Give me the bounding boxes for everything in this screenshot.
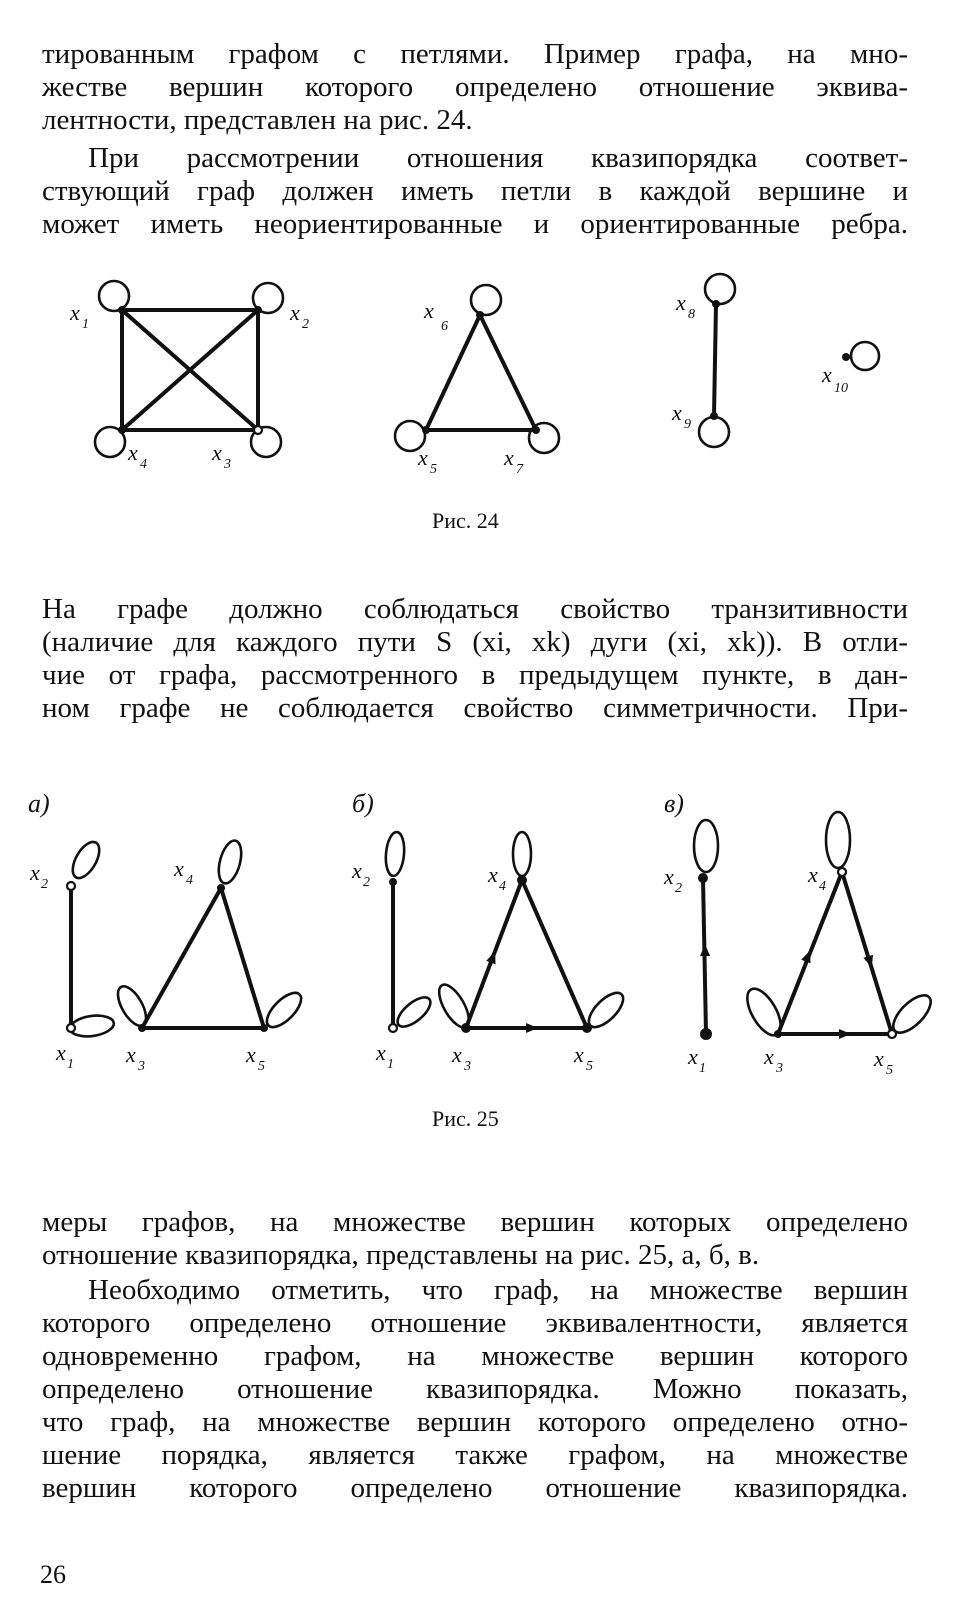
label-c-x3: x [764,1044,774,1069]
label-c-x4: x [808,862,818,887]
panel-label-c: в) [664,789,684,818]
graph-triangle [395,285,559,453]
figure-24 [0,270,959,530]
text-line: шение порядка, является также графом, на множестве [42,1439,908,1471]
label-a-x2-sub: 2 [41,877,48,892]
label-b-x5: x [574,1042,584,1067]
text-line: отношение квазипорядка, представлены на рис. 25, а, б, в. [42,1239,760,1271]
label-a-x3-sub: 3 [138,1059,145,1074]
label-x6: x [424,298,434,323]
text-line: лентности, представлен на рис. 24. [42,104,473,136]
label-x5: x [418,445,428,470]
panel-label-a: а) [28,789,50,818]
label-a-x1: x [56,1040,66,1065]
label-c-x2-sub: 2 [675,881,682,896]
label-x2-sub: 2 [302,317,309,332]
text-line: (наличие для каждого пути S (xi, xk) дуги (xi, xk)). В отли- [42,626,908,658]
label-b-x5-sub: 5 [586,1059,593,1074]
label-c-x1: x [688,1044,698,1069]
text-line: меры графов, на множестве вершин которых определено [42,1206,908,1238]
label-x4: x [128,440,138,465]
label-c-x3-sub: 3 [776,1061,783,1076]
graph-c [694,812,937,1041]
figure-24-caption: Рис. 24 [432,508,499,533]
label-x8: x [676,290,686,315]
label-a-x4: x [174,856,184,881]
label-b-x2-sub: 2 [363,875,370,890]
label-a-x5-sub: 5 [258,1059,265,1074]
label-x7-sub: 7 [516,462,523,477]
text-line: тированным графом с петлями. Пример графа, на мно- [42,38,908,70]
text-line: которого определено отношение эквивалентности, является [42,1307,908,1339]
text-line: ствующий граф должен иметь петли в каждой вершине и [42,175,908,207]
text-line: жестве вершин которого определено отношение эквива- [42,71,908,103]
label-x5-sub: 5 [430,462,437,477]
label-x6-sub: 6 [441,319,448,334]
graph-a [67,838,307,1039]
label-b-x3-sub: 3 [464,1059,471,1074]
label-x8-sub: 8 [688,307,695,322]
label-x10-sub: 10 [834,381,848,396]
label-b-x1-sub: 1 [387,1057,394,1072]
figure-25 [0,780,959,1100]
label-c-x4-sub: 4 [819,879,826,894]
label-c-x5: x [874,1046,884,1071]
figure-25-caption: Рис. 25 [432,1106,499,1131]
label-x2: x [290,300,300,325]
label-a-x1-sub: 1 [67,1057,74,1072]
label-c-x1-sub: 1 [699,1061,706,1076]
page-number: 26 [40,1560,66,1589]
label-c-x2: x [664,864,674,889]
text-line: ном графе не соблюдается свойство симметричности. При- [42,692,908,724]
panel-label-b: б) [352,789,374,818]
text-line: При рассмотрении отношения квазипорядка соответ- [88,142,908,174]
label-b-x4-sub: 4 [499,879,506,894]
text-line: одновременно графом, на множестве вершин которого [42,1340,908,1372]
label-x1: x [70,300,80,325]
text-line: может иметь неориентированные и ориентированные ребра. [42,208,908,240]
text-line: что граф, на множестве вершин которого определено отно- [42,1406,908,1438]
label-a-x5: x [246,1042,256,1067]
graph-pair [699,274,735,447]
label-x4-sub: 4 [140,457,147,472]
label-a-x4-sub: 4 [186,873,193,888]
label-x9: x [672,400,682,425]
text-line: вершин которого определено отношение квазипорядка. [42,1472,908,1504]
label-x9-sub: 9 [684,417,691,432]
label-a-x2: x [30,860,40,885]
label-b-x2: x [352,858,362,883]
label-x1-sub: 1 [82,317,89,332]
text-line: Необходимо отметить, что граф, на множестве вершин [88,1274,908,1306]
text-line: чие от графа, рассмотренного в предыдущем пункте, в дан- [42,659,908,691]
label-x3-sub: 3 [224,457,231,472]
label-x7: x [504,445,514,470]
text-line: На графе должно соблюдаться свойство транзитивности [42,593,908,625]
graph-square [95,281,283,457]
graph-b [384,831,629,1033]
label-b-x4: x [488,862,498,887]
label-b-x3: x [452,1042,462,1067]
text-line: определено отношение квазипорядка. Можно показать, [42,1373,908,1405]
label-x3: x [212,440,222,465]
graph-single [842,342,879,370]
label-a-x3: x [126,1042,136,1067]
label-b-x1: x [376,1040,386,1065]
label-x10: x [822,362,832,387]
label-c-x5-sub: 5 [886,1063,893,1078]
